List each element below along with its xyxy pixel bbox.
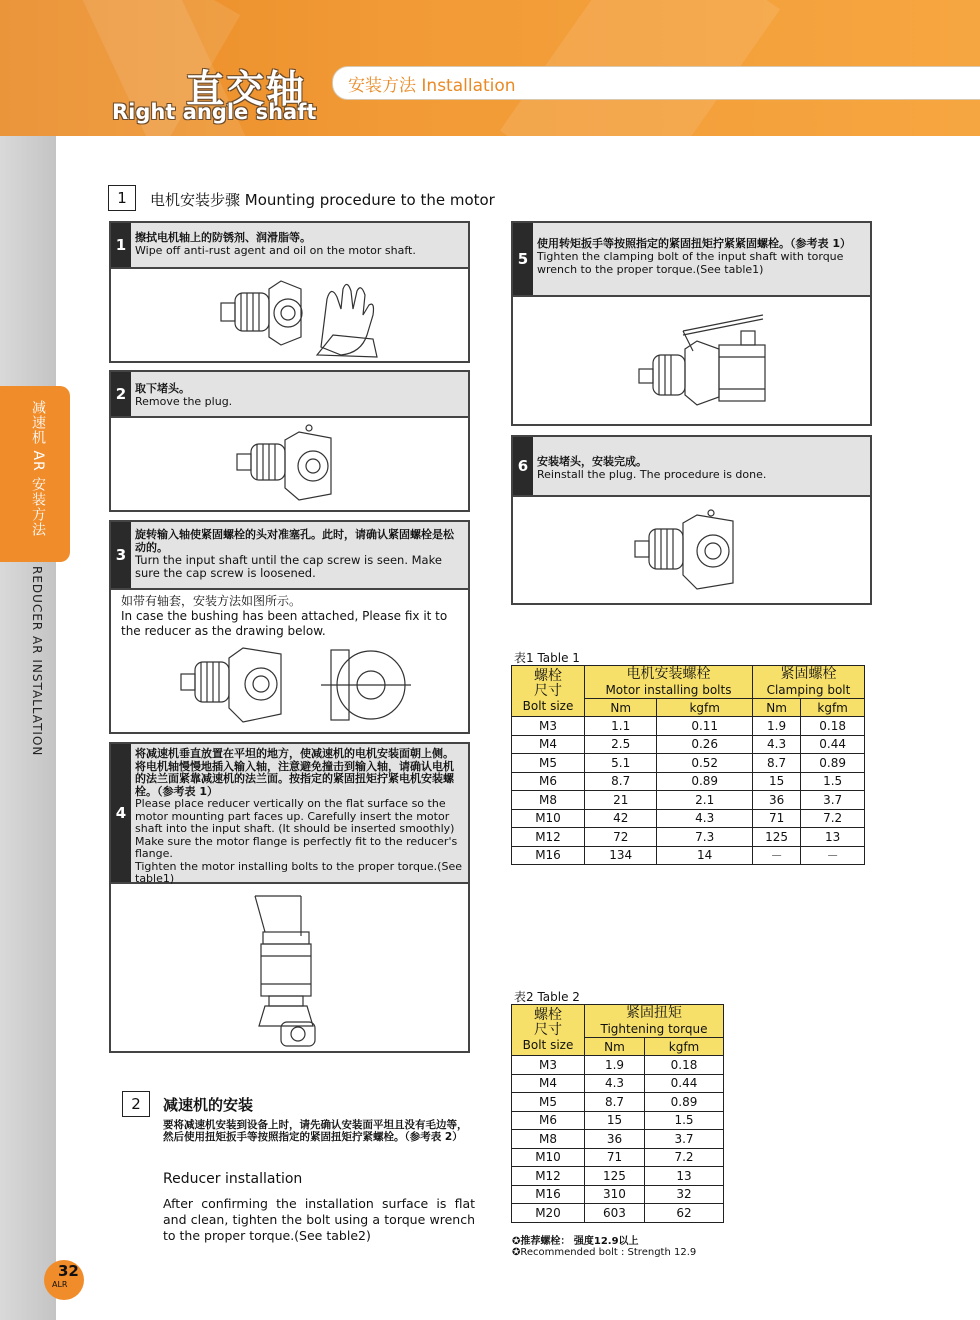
step-text-en: Reinstall the plug. The procedure is done. <box>537 468 767 481</box>
value-cell: 125 <box>752 828 800 847</box>
step-text-cn: 安装堵头，安装完成。 <box>537 455 647 468</box>
step-header <box>513 223 870 297</box>
unit-nm: Nm <box>752 699 800 717</box>
value-cell: 3.7 <box>801 791 865 810</box>
value-cell: 8.7 <box>752 754 800 773</box>
header-text: Motor installing bolts <box>605 683 732 697</box>
value-cell: 8.7 <box>585 1093 645 1112</box>
bolt-size-cell: M16 <box>512 1185 585 1204</box>
header-text: 紧固扭矩 <box>626 1005 682 1021</box>
bolt-size-cell: M8 <box>512 1130 585 1149</box>
page-title-en: Right angle shaft <box>112 100 317 124</box>
bolt-size-cell: M20 <box>512 1204 585 1223</box>
reducer-plug-illustration <box>221 424 371 510</box>
step-box-6 <box>511 435 872 605</box>
bolt-size-cell: M3 <box>512 717 585 736</box>
section-label: 安装方法 Installation <box>348 76 516 96</box>
table-row <box>512 791 865 810</box>
unit-kgfm: kgfm <box>657 699 752 717</box>
table-row <box>512 772 865 791</box>
value-cell: 71 <box>752 809 800 828</box>
unit-nm: Nm <box>585 699 657 717</box>
value-cell: 0.18 <box>801 717 865 736</box>
section2-text-en: After confirming the installation surface is flat and clean, tighten the bolt using a torque wrench to the proper torque.(See table2) <box>163 1196 475 1243</box>
unit-kgfm: kgfm <box>801 699 865 717</box>
header-text: 螺栓 <box>534 1006 562 1023</box>
bolt-size-cell: M16 <box>512 846 585 865</box>
bolt-size-cell: M4 <box>512 1074 585 1093</box>
step-number: 5 <box>513 223 533 295</box>
step-text-en: Please place reducer vertically on the flat surface so the motor mounting part faces up. Carefully insert the motor shaft into the input shaft. (It should be inserted smoothly) Make sure the motor flange is perfectly fit to the reducer's flange. <box>135 797 458 860</box>
value-cell: 4.3 <box>752 735 800 754</box>
header-text: Tightening torque <box>600 1022 708 1036</box>
value-cell: 0.44 <box>644 1074 723 1093</box>
step-header <box>513 437 870 497</box>
value-cell: 0.44 <box>801 735 865 754</box>
section2-text-cn: 要将减速机安装到设备上时，请先确认安装面平坦且没有毛边等，然后使用扭矩扳手等按照指定的紧固扭矩拧紧螺栓。（参考表 2） <box>163 1119 468 1143</box>
page-number-sub: ALR <box>52 1280 68 1289</box>
table-row <box>512 1185 724 1204</box>
step-number: 3 <box>111 522 131 588</box>
step-text-en: Tighten the clamping bolt of the input shaft with torque wrench to the proper torque.(See table1) <box>537 250 844 276</box>
value-cell: 21 <box>585 791 657 810</box>
value-cell: 7.3 <box>657 828 752 847</box>
step-note-en: In case the bushing has been attached, Please fix it to the reducer as the drawing below. <box>121 609 448 638</box>
step-number: 1 <box>111 223 131 267</box>
value-cell: 0.89 <box>657 772 752 791</box>
bolt-size-cell: M12 <box>512 1167 585 1186</box>
bolt-size-cell: M4 <box>512 735 585 754</box>
value-cell: 310 <box>585 1185 645 1204</box>
step-box-5 <box>511 221 872 426</box>
bolt-size-cell: M5 <box>512 754 585 773</box>
table2-body <box>512 1056 724 1223</box>
value-cell: 5.1 <box>585 754 657 773</box>
value-cell: 1.9 <box>752 717 800 736</box>
step-number: 4 <box>111 744 131 882</box>
table-row <box>512 1204 724 1223</box>
step-header <box>111 223 468 269</box>
section-title-2: 减速机的安装 <box>163 1096 254 1114</box>
table-row <box>512 754 865 773</box>
step-text-cn: 将减速机垂直放置在平坦的地方，使减速机的电机安装面朝上侧。将电机轴慢慢地插入输入轴，注意避免撞击到输入轴，请确认电机的法兰面紧靠减速机的法兰面。按指定的紧固扭矩拧紧电机安装螺栓。（参考表 1） <box>135 747 454 798</box>
value-cell: 2.5 <box>585 735 657 754</box>
table1-body <box>512 717 865 865</box>
step-number: 6 <box>513 437 533 495</box>
table2-header-bolt <box>512 1005 585 1056</box>
header-text: 尺寸 <box>534 682 562 699</box>
header-text: Clamping bolt <box>766 683 851 697</box>
value-cell: － <box>801 846 865 865</box>
value-cell: 0.26 <box>657 735 752 754</box>
value-cell: 36 <box>752 791 800 810</box>
value-cell: 0.89 <box>644 1093 723 1112</box>
value-cell: 32 <box>644 1185 723 1204</box>
step-number: 2 <box>111 372 131 416</box>
table1-header-bolt <box>512 666 585 717</box>
step-header <box>111 744 468 884</box>
bolt-size-cell: M3 <box>512 1056 585 1075</box>
table-row <box>512 809 865 828</box>
section2-title-en: Reducer installation <box>163 1171 303 1187</box>
value-cell: 14 <box>657 846 752 865</box>
value-cell: 36 <box>585 1130 645 1149</box>
table2 <box>511 1004 724 1223</box>
table2-note-cn: ✪推荐螺栓： 强度12.9以上 <box>512 1236 639 1247</box>
step-text-cn: 擦拭电机轴上的防锈剂、润滑脂等。 <box>135 231 311 244</box>
value-cell: 15 <box>585 1111 645 1130</box>
value-cell: 603 <box>585 1204 645 1223</box>
torque-wrench-illustration <box>623 311 783 421</box>
table-row <box>512 1148 724 1167</box>
bolt-size-cell: M6 <box>512 1111 585 1130</box>
step-text-cn: 使用转矩扳手等按照指定的紧固扭矩拧紧紧固螺栓。（参考表 1） <box>537 237 851 250</box>
bolt-size-cell: M12 <box>512 828 585 847</box>
value-cell: 1.5 <box>801 772 865 791</box>
value-cell: 134 <box>585 846 657 865</box>
table-row <box>512 1093 724 1112</box>
side-strip <box>0 136 56 1320</box>
value-cell: 42 <box>585 809 657 828</box>
value-cell: 0.52 <box>657 754 752 773</box>
value-cell: 0.18 <box>644 1056 723 1075</box>
table-row <box>512 846 865 865</box>
table-row <box>512 735 865 754</box>
value-cell: 13 <box>801 828 865 847</box>
step-box-3 <box>109 520 470 734</box>
table-row <box>512 1056 724 1075</box>
step-header <box>111 522 468 590</box>
step-box-2 <box>109 370 470 512</box>
value-cell: 2.1 <box>657 791 752 810</box>
value-cell: 1.5 <box>644 1111 723 1130</box>
step-text-en: Wipe off anti-rust agent and oil on the motor shaft. <box>135 244 416 257</box>
header-text: 螺栓 <box>534 667 562 684</box>
value-cell: 3.7 <box>644 1130 723 1149</box>
side-tab-label-cn: 减速机 AR 安装方法 <box>30 400 46 538</box>
table1-header-clamp <box>752 666 864 699</box>
bolt-size-cell: M8 <box>512 791 585 810</box>
step-text-en: Remove the plug. <box>135 395 233 408</box>
section-number-1: 1 <box>108 185 136 211</box>
value-cell: 0.11 <box>657 717 752 736</box>
header-text: Bolt size <box>522 1037 574 1052</box>
value-cell: － <box>752 846 800 865</box>
table2-note-en: ✪Recommended bolt : Strength 12.9 <box>512 1247 697 1258</box>
table2-caption: 表2 Table 2 <box>514 990 580 1004</box>
value-cell: 4.3 <box>585 1074 645 1093</box>
table-row <box>512 1074 724 1093</box>
step-header <box>111 372 468 418</box>
reducer-wipe-illustration <box>191 275 391 361</box>
step-note-cn: 如带有轴套，安装方法如图所示。 <box>121 594 302 608</box>
header-text: 电机安装螺栓 <box>626 666 711 682</box>
table-row <box>512 1130 724 1149</box>
unit-nm: Nm <box>585 1038 645 1056</box>
value-cell: 7.2 <box>644 1148 723 1167</box>
value-cell: 1.9 <box>585 1056 645 1075</box>
value-cell: 15 <box>752 772 800 791</box>
step-text-en-2: Tighten the motor installing bolts to the proper torque.(See table1) <box>135 859 462 885</box>
value-cell: 125 <box>585 1167 645 1186</box>
value-cell: 0.89 <box>801 754 865 773</box>
page-title-cn: 直交轴 <box>186 67 307 111</box>
table-row <box>512 717 865 736</box>
value-cell: 71 <box>585 1148 645 1167</box>
table-row <box>512 1111 724 1130</box>
value-cell: 1.1 <box>585 717 657 736</box>
bolt-size-cell: M6 <box>512 772 585 791</box>
step-text-en: Turn the input shaft until the cap screw is seen. Make sure the cap screw is loosened. <box>135 553 442 580</box>
value-cell: 72 <box>585 828 657 847</box>
vertical-motor-illustration <box>241 892 341 1050</box>
value-cell: 8.7 <box>585 772 657 791</box>
bolt-size-cell: M10 <box>512 1148 585 1167</box>
table1-caption: 表1 Table 1 <box>514 651 580 665</box>
value-cell: 7.2 <box>801 809 865 828</box>
unit-kgfm: kgfm <box>644 1038 723 1056</box>
step-box-4 <box>109 742 470 1053</box>
bolt-size-cell: M10 <box>512 809 585 828</box>
value-cell: 4.3 <box>657 809 752 828</box>
table-row <box>512 1167 724 1186</box>
header-text: 尺寸 <box>534 1021 562 1038</box>
value-cell: 13 <box>644 1167 723 1186</box>
bushing-illustration <box>171 640 431 730</box>
bolt-size-cell: M5 <box>512 1093 585 1112</box>
reducer-done-illustration <box>623 507 773 603</box>
section-title-1: 电机安装步骤 Mounting procedure to the motor <box>150 191 495 209</box>
side-tab-label-en: REDUCER AR INSTALLATION <box>30 566 44 757</box>
page-number: 32 <box>58 1262 79 1280</box>
header-text: 紧固螺栓 <box>780 666 837 682</box>
value-cell: 62 <box>644 1204 723 1223</box>
header-text: Bolt size <box>522 698 574 713</box>
table1 <box>511 665 865 865</box>
section-number-2: 2 <box>122 1091 150 1117</box>
step-text-cn: 取下堵头。 <box>135 382 190 395</box>
table-row <box>512 828 865 847</box>
step-box-1 <box>109 221 470 363</box>
table1-header-motor <box>585 666 753 699</box>
step-text-cn: 旋转输入轴使紧固螺栓的头对准塞孔。此时，请确认紧固螺栓是松动的。 <box>135 528 454 554</box>
table2-header-torque <box>585 1005 724 1038</box>
